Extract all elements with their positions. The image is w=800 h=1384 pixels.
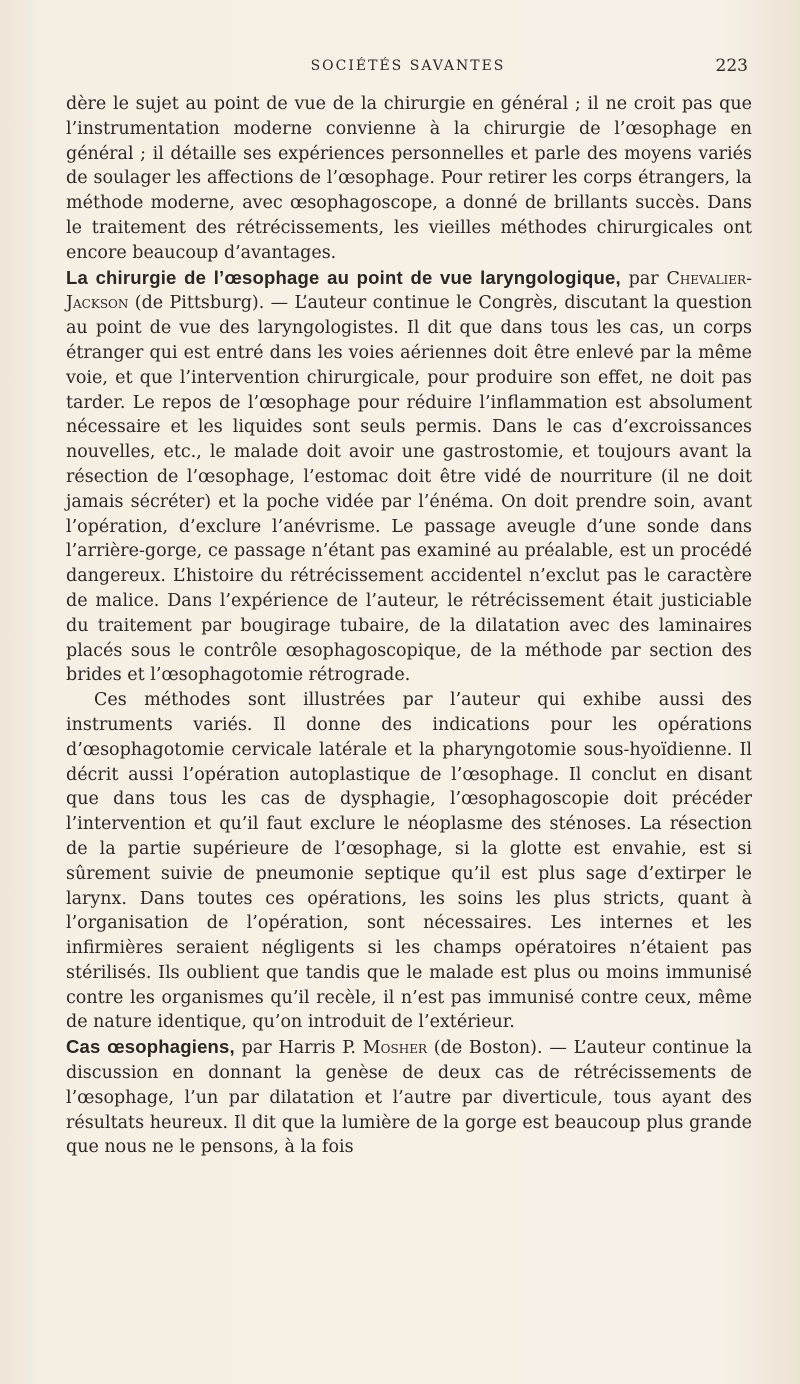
author-mosher: Mosher <box>362 1038 428 1059</box>
author-chevalier-jackson: Chevalier-Jackson <box>66 268 752 314</box>
paragraph-cas-oesophagiens <box>66 1035 752 1160</box>
paragraph-text-chirurgie: — L’auteur continue le Congrès, discutant la question au point de vue des laryngologistes. Il dit que dans tous les cas, un corps étranger qui est entré dans les voies aériennes doit être enlevé par la même voie, et que l’intervention chirurgicale, pour produire son effet, ne doit pas tarder. Le repos de l’œsophage pour réduire l’inflammation est absolument nécessaire et les liquides sont seuls permis. Dans le cas d’excroissances nouvelles, etc., le malade doit avoir une gastrostomie, et toujours avant la résection de l’œsophage, l’estomac doit être vidé de nourriture (il ne doit jamais sécréter) et la poche vidée par l’énéma. On doit prendre soin, avant l’opération, d’exclure l’anévrisme. Le passage aveugle d’une sonde dans l’arrière-gorge, ce passage n’étant pas examiné au préalable, est un procédé dangereux. L’histoire du rétrécissement accidentel n’exclut pas le caractère de malice. Dans l’expérience de l’auteur, le rétrécissement était justiciable du traitement par bougirage tubaire, de la dilatation avec des laminaires placés sous le contrôle œsophagoscopique, de la méthode par section des brides et l’œsophagotomie rétrograde. <box>66 293 752 686</box>
author-affiliation-pittsburg: (de Pittsburg). <box>128 293 265 314</box>
paragraph-chirurgie-oesophage <box>66 266 752 689</box>
byline-harris: par Harris P. <box>234 1038 363 1059</box>
section-title-cas: Cas œsophagiens, <box>66 1036 235 1058</box>
article-body <box>66 92 752 1160</box>
page-number: 223 <box>715 56 748 76</box>
paragraph-continuation: dère le sujet au point de vue de la chirurgie en général ; il ne croit pas que l’instrumentation moderne convienne à la chirurgie de l’œsophage en général ; il détaille ses expériences personnelles et parle des moyens variés de soulager les affections de l’œsophage. Pour retirer les corps étrangers, la méthode moderne, avec œsophagoscope, a donné de brillants succès. Dans le traitement des rétrécissements, les vieilles méthodes chirurgicales ont encore beaucoup d’avantages. <box>66 94 752 263</box>
page-header <box>68 56 748 80</box>
paragraph-text-cas: — L’auteur continue la discussion en donnant la genèse de deux cas de rétrécissements de l’œsophage, l’un par dilatation et l’autre par diverticule, tous ayant des résultats heureux. Il dit que la lumière de la gorge est beaucoup plus grande que nous ne le pensons, à la fois <box>66 1038 752 1158</box>
section-title-chirurgie: La chirurgie de l’œsophage au point de vue laryngologique, <box>66 266 621 288</box>
running-title: SOCIÉTÉS SAVANTES <box>310 58 506 74</box>
byline-par: par <box>620 268 667 289</box>
paragraph-methodes: Ces méthodes sont illustrées par l’auteur qui exhibe aussi des instruments variés. Il donne des indications pour les opérations d’œsophagotomie cervicale latérale et la pharyngotomie sous-hyoïdienne. Il décrit aussi l’opération autoplastique de l’œsophage. Il conclut en disant que dans tous les cas de dysphagie, l’œsophagoscopie doit précéder l’intervention et qu’il faut exclure le néoplasme des sténoses. La résection de la partie supérieure de l’œsophage, si la glotte est envahie, est si sûrement suivie de pneumonie septique qu’il est plus sage d’extirper le larynx. Dans toutes ces opérations, les soins les plus stricts, quant à l’organisation de l’opération, sont nécessaires. Les internes et les infirmières seraient négligents si les champs opératoires n’étaient pas stérilisés. Ils oublient que tandis que le malade est plus ou moins immunisé contre les organismes qu’il recèle, il n’est pas immunisé contre ceux, même de nature identique, qu’on introduit de l’extérieur. <box>66 690 752 1033</box>
author-affiliation-boston: (de Boston). <box>427 1038 543 1059</box>
